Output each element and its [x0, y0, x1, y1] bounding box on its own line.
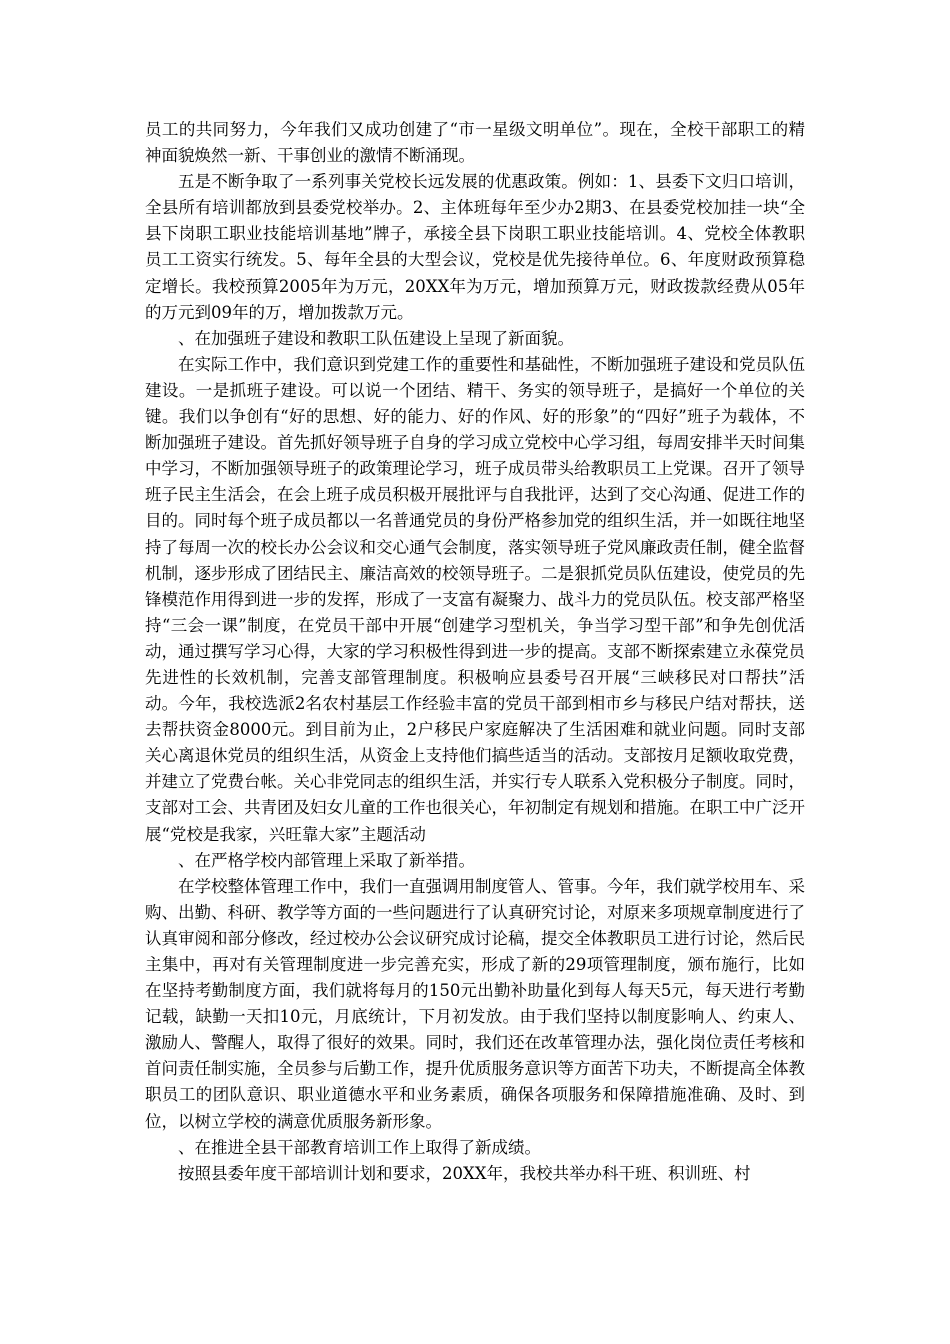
- paragraph-management-rules: 在学校整体管理工作中，我们一直强调用制度管人、管事。今年，我们就学校用车、采购、出勤、科研、教学等方面的一些问题进行了认真研究讨论，对原来多项规章制度进行了认真审阅和部分修改，经过校办公会议研究成讨论稿，提交全体教职员工进行讨论，然后民主集中，再对有关管理制度进一步完善充实，形成了新的29项管理制度，颁布施行，比如在坚持考勤制度方面，我们就将每月的150元出勤补助量化到每人每天5元，每天进行考勤记载，缺勤一天扣10元，月底统计，下月初发放。由于我们坚持以制度影响人、约束人、激励人、警醒人，取得了很好的效果。同时，我们还在改革管理办法，强化岗位责任考核和首问责任制实施，全员参与后勤工作，提升优质服务意识等方面苦下功夫，不断提高全体教职员工的团队意识、职业道德水平和业务素质，确保各项服务和保障措施准确、及时、到位，以树立学校的满意优质服务新形象。: [145, 876, 805, 1131]
- paragraph-training-plan: 按照县委年度干部培训计划和要求，20XX年，我校共举办科干班、积训班、村: [178, 1163, 751, 1183]
- section-heading-team-building: 、在加强班子建设和教职工队伍建设上呈现了新面貌。: [178, 328, 574, 348]
- document-page: [145, 117, 805, 1187]
- section-heading-cadre-training: 、在推进全县干部教育培训工作上取得了新成绩。: [178, 1137, 541, 1157]
- paragraph-preferential-policies: 五是不断争取了一系列事关党校长远发展的优惠政策。例如：1、县委下文归口培训，全县所有培训都放到县委党校举办。2、主体班每年至少办2期3、在县委党校加挂一块“全县下岗职工职业技能培训基地”牌子，承接全县下岗职工职业技能培训。4、党校全体教职员工工资实行统发。5、每年全县的大型会议，党校是优先接待单位。6、年度财政预算稳定增长。我校预算2005年为万元，20XX年为万元，增加预算万元，财政拨款经费从05年的万元到09年的万，增加拨款万元。: [145, 172, 805, 322]
- paragraph-staff-effort: 员工的共同努力，今年我们又成功创建了“市一星级文明单位”。现在，全校干部职工的精神面貌焕然一新、干事创业的激情不断涌现。: [145, 120, 805, 166]
- section-heading-internal-management: 、在严格学校内部管理上采取了新举措。: [178, 850, 475, 870]
- paragraph-party-building: 在实际工作中，我们意识到党建工作的重要性和基础性，不断加强班子建设和党员队伍建设。一是抓班子建设。可以说一个团结、精干、务实的领导班子，是搞好一个单位的关键。我们以争创有“好的思想、好的能力、好的作风、好的形象”的“四好”班子为载体，不断加强班子建设。首先抓好领导班子自身的学习成立党校中心学习组，每周安排半天时间集中学习，不断加强领导班子的政策理论学习，班子成员带头给教职员工上党课。召开了领导班子民主生活会，在会上班子成员积极开展批评与自我批评，达到了交心沟通、促进工作的目的。同时每个班子成员都以一名普通党员的身份严格参加党的组织生活，并一如既往地坚持了每周一次的校长办公会议和交心通气会制度，落实领导班子党风廉政责任制，健全监督机制，逐步形成了团结民主、廉洁高效的校领导班子。二是狠抓党员队伍建设，使党员的先锋模范作用得到进一步的发挥，形成了一支富有凝聚力、战斗力的党员队伍。校支部严格坚持“三会一课”制度，在党员干部中开展“创建学习型机关，争当学习型干部”和争先创优活动，通过撰写学习心得，大家的学习积极性得到进一步的提高。支部不断探索建立永葆党员先进性的长效机制，完善支部管理制度。积极响应县委号召开展“三峡移民对口帮扶”活动。今年，我校选派2名农村基层工作经验丰富的党员干部到相市乡与移民户结对帮扶，送去帮扶资金8000元。到目前为止，2户移民户家庭解决了生活困难和就业问题。同时支部关心离退休党员的组织生活，从资金上支持他们搞些适当的活动。支部按月足额收取党费，并建立了党费台帐。关心非党同志的组织生活，并实行专人联系入党积极分子制度。同时，支部对工会、共青团及妇女儿童的工作也很关心，年初制定有规划和措施。在职工中广泛开展“党校是我家，兴旺靠大家”主题活动: [145, 354, 805, 844]
